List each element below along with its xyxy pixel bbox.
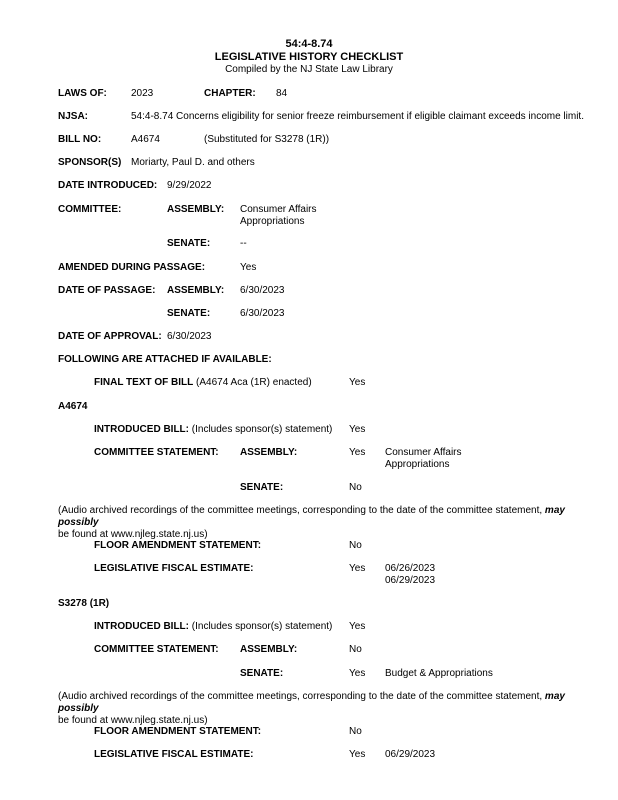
s3278-audio-note bbox=[58, 691, 603, 727]
njsa-value: 54:4-8.74 Concerns eligibility for senior freeze reimbursement if eligible claimant exceeds income limit. bbox=[131, 111, 584, 122]
final-text-label: FINAL TEXT OF BILL bbox=[94, 377, 194, 388]
laws-of-label: LAWS OF: bbox=[58, 88, 107, 99]
s3278-senate-detail: Budget & Appropriations bbox=[385, 668, 493, 679]
a4674-fiscal-value: Yes bbox=[349, 563, 366, 574]
s3278-floor-label: FLOOR AMENDMENT STATEMENT: bbox=[94, 726, 262, 737]
date-of-passage-label: DATE OF PASSAGE: bbox=[58, 285, 156, 296]
s3278-audio-link-text: be found at www.njleg.state.nj.us) bbox=[58, 715, 208, 726]
a4674-introduced-row bbox=[94, 424, 332, 436]
final-text-row bbox=[94, 377, 312, 389]
s3278-senate-label: SENATE: bbox=[240, 668, 284, 679]
compiled-by: Compiled by the NJ State Law Library bbox=[225, 64, 393, 75]
a4674-heading: A4674 bbox=[58, 401, 88, 412]
passage-assembly-value: 6/30/2023 bbox=[240, 285, 285, 296]
a4674-audio-text: (Audio archived recordings of the committee meetings, corresponding to the date of the committee statement, bbox=[58, 505, 543, 516]
a4674-assembly-detail-1: Consumer Affairs bbox=[385, 447, 462, 458]
a4674-audio-link-text: be found at www.njleg.state.nj.us) bbox=[58, 529, 208, 540]
a4674-senate-value: No bbox=[349, 482, 362, 493]
s3278-introduced-label: INTRODUCED BILL: bbox=[94, 621, 189, 632]
amended-label: AMENDED DURING PASSAGE: bbox=[58, 262, 206, 273]
date-introduced-value: 9/29/2022 bbox=[167, 180, 212, 191]
s3278-fiscal-label: LEGISLATIVE FISCAL ESTIMATE: bbox=[94, 749, 254, 760]
a4674-audio-emphasis: may possibly bbox=[58, 505, 565, 528]
committee-senate-label: SENATE: bbox=[167, 238, 211, 249]
following-heading: FOLLOWING ARE ATTACHED IF AVAILABLE: bbox=[58, 354, 272, 365]
date-of-approval-label: DATE OF APPROVAL: bbox=[58, 331, 162, 342]
a4674-assembly-label: ASSEMBLY: bbox=[240, 447, 298, 458]
s3278-fiscal-value: Yes bbox=[349, 749, 366, 760]
a4674-fiscal-label: LEGISLATIVE FISCAL ESTIMATE: bbox=[94, 563, 254, 574]
date-of-approval-value: 6/30/2023 bbox=[167, 331, 212, 342]
passage-senate-label: SENATE: bbox=[167, 308, 211, 319]
final-text-value: Yes bbox=[349, 377, 366, 388]
substituted-for: (Substituted for S3278 (1R)) bbox=[204, 134, 330, 145]
committee-senate-value: -- bbox=[240, 238, 247, 249]
amended-value: Yes bbox=[240, 262, 257, 273]
s3278-introduced-row bbox=[94, 621, 332, 633]
a4674-fiscal-date-2: 06/29/2023 bbox=[385, 575, 436, 586]
a4674-assembly-value: Yes bbox=[349, 447, 366, 458]
s3278-audio-emphasis: may possibly bbox=[58, 691, 565, 714]
s3278-assembly-value: No bbox=[349, 644, 362, 655]
committee-assembly-value-1: Consumer Affairs bbox=[240, 204, 317, 215]
a4674-audio-note bbox=[58, 505, 603, 541]
final-text-detail: (A4674 Aca (1R) enacted) bbox=[196, 377, 312, 388]
page-title: LEGISLATIVE HISTORY CHECKLIST bbox=[214, 51, 404, 63]
a4674-assembly-detail-2: Appropriations bbox=[385, 459, 450, 470]
bill-no-value: A4674 bbox=[131, 134, 160, 145]
committee-assembly-value-2: Appropriations bbox=[240, 216, 305, 227]
s3278-introduced-value: Yes bbox=[349, 621, 366, 632]
chapter-label: CHAPTER: bbox=[204, 88, 256, 99]
s3278-fiscal-date-1: 06/29/2023 bbox=[385, 749, 436, 760]
s3278-committee-label: COMMITTEE STATEMENT: bbox=[94, 644, 219, 655]
s3278-assembly-label: ASSEMBLY: bbox=[240, 644, 298, 655]
a4674-committee-label: COMMITTEE STATEMENT: bbox=[94, 447, 219, 458]
passage-assembly-label: ASSEMBLY: bbox=[167, 285, 225, 296]
date-introduced-label: DATE INTRODUCED: bbox=[58, 180, 158, 191]
sponsor-label: SPONSOR(S) bbox=[58, 157, 122, 168]
a4674-floor-value: No bbox=[349, 540, 362, 551]
a4674-introduced-detail: (Includes sponsor(s) statement) bbox=[191, 424, 333, 435]
committee-label: COMMITTEE: bbox=[58, 204, 122, 215]
sponsor-value: Moriarty, Paul D. and others bbox=[131, 157, 255, 168]
njsa-label: NJSA: bbox=[58, 111, 89, 122]
committee-assembly-label: ASSEMBLY: bbox=[167, 204, 225, 215]
s3278-floor-value: No bbox=[349, 726, 362, 737]
a4674-introduced-label: INTRODUCED BILL: bbox=[94, 424, 189, 435]
laws-of-value: 2023 bbox=[131, 88, 154, 99]
statute-heading: 54:4-8.74 bbox=[285, 38, 333, 50]
passage-senate-value: 6/30/2023 bbox=[240, 308, 285, 319]
a4674-introduced-value: Yes bbox=[349, 424, 366, 435]
s3278-introduced-detail: (Includes sponsor(s) statement) bbox=[191, 621, 333, 632]
chapter-value: 84 bbox=[276, 88, 288, 99]
s3278-senate-value: Yes bbox=[349, 668, 366, 679]
s3278-audio-text: (Audio archived recordings of the committee meetings, corresponding to the date of the committee statement, bbox=[58, 691, 543, 702]
bill-no-label: BILL NO: bbox=[58, 134, 102, 145]
a4674-senate-label: SENATE: bbox=[240, 482, 284, 493]
a4674-fiscal-date-1: 06/26/2023 bbox=[385, 563, 436, 574]
s3278-heading: S3278 (1R) bbox=[58, 598, 110, 609]
a4674-floor-label: FLOOR AMENDMENT STATEMENT: bbox=[94, 540, 262, 551]
